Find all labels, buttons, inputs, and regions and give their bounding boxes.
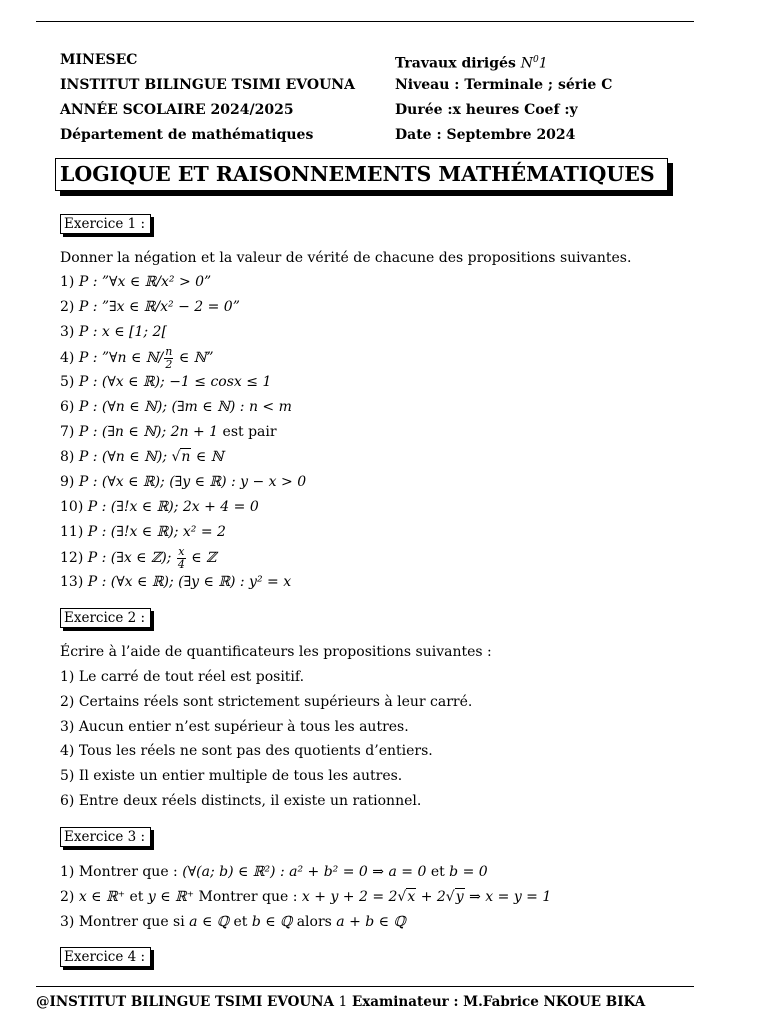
item-number: 11) bbox=[60, 524, 84, 540]
header-duration: Durée :x heures Coef :y bbox=[395, 102, 578, 118]
math: a + b ∈ ℚ bbox=[331, 914, 406, 930]
item-number: 6) bbox=[60, 399, 75, 415]
ex1-item-10 bbox=[60, 497, 259, 517]
item-number: 4) bbox=[60, 350, 75, 366]
proposition: P : (∀x ∈ ℝ); (∃y ∈ ℝ) : y² = x bbox=[87, 574, 292, 590]
exercise-2-intro: Écrire à l’aide de quantificateurs les propositions suivantes : bbox=[60, 644, 492, 660]
ex2-item-4: 4) Tous les réels ne sont pas des quotients d’entiers. bbox=[60, 743, 433, 759]
text: et bbox=[129, 889, 144, 905]
math: (∀(a; b) ∈ ℝ²) : a² + b² = 0 ⇒ a = 0 bbox=[177, 864, 431, 880]
radicand: y bbox=[455, 889, 464, 905]
proposition: P : ”∀x ∈ ℝ/x² > 0” bbox=[78, 274, 212, 290]
ex1-item-11 bbox=[60, 522, 226, 542]
ex2-item-2: 2) Certains réels sont strictement supérieurs à leur carré. bbox=[60, 694, 473, 710]
ex2-item-3: 3) Aucun entier n’est supérieur à tous les autres. bbox=[60, 719, 409, 735]
ex2-item-1: 1) Le carré de tout réel est positif. bbox=[60, 669, 305, 685]
item-number: 8) bbox=[60, 449, 75, 465]
proposition-part: ∈ ℕ” bbox=[178, 350, 214, 366]
math: x + y + 2 = 2√ bbox=[297, 889, 407, 905]
radicand: n bbox=[181, 449, 191, 465]
item-number: 9) bbox=[60, 474, 75, 490]
ex1-item-7 bbox=[60, 422, 277, 442]
document-title: LOGIQUE ET RAISONNEMENTS MATHÉMATIQUES bbox=[55, 158, 668, 191]
item-number: 1) bbox=[60, 274, 75, 290]
exercise-4-label: Exercice 4 : bbox=[60, 947, 151, 967]
ex1-item-8 bbox=[60, 447, 224, 467]
header-ministry: MINESEC bbox=[60, 52, 138, 68]
item-number: 2) bbox=[60, 299, 75, 315]
proposition-part: P : (∃x ∈ ℤ); bbox=[87, 550, 172, 566]
text: 1) Montrer que : bbox=[60, 864, 178, 880]
exercise-1-intro: Donner la négation et la valeur de vérité de chacune des propositions suivantes. bbox=[60, 250, 632, 266]
exercise-2-label: Exercice 2 : bbox=[60, 608, 151, 628]
math: b = 0 bbox=[444, 864, 488, 880]
proposition-part: P : (∀n ∈ ℕ); √ bbox=[78, 449, 181, 465]
item-number: 3) bbox=[60, 324, 75, 340]
proposition: P : (∃!x ∈ ℝ); 2x + 4 = 0 bbox=[87, 499, 259, 515]
bottom-rule bbox=[36, 986, 694, 987]
header-school-year: ANNÉE SCOLAIRE 2024/2025 bbox=[60, 102, 294, 118]
text: et bbox=[430, 864, 445, 880]
proposition-part: ∈ ℤ bbox=[191, 550, 217, 566]
numerator: x bbox=[178, 544, 185, 558]
proposition-text: est pair bbox=[218, 424, 277, 440]
item-number: 7) bbox=[60, 424, 75, 440]
proposition: P : x ∈ [1; 2[ bbox=[78, 324, 167, 340]
radicand: x bbox=[407, 889, 416, 905]
td-label: Travaux dirigés bbox=[395, 55, 521, 72]
ex1-item-2 bbox=[60, 297, 240, 317]
page-number: 1 bbox=[338, 994, 348, 1010]
header-right bbox=[395, 50, 612, 150]
proposition: P : (∃n ∈ ℕ); 2n + 1 bbox=[78, 424, 219, 440]
top-rule bbox=[36, 21, 694, 22]
header-level: Niveau : Terminale ; série C bbox=[395, 77, 613, 93]
ex3-item-2 bbox=[60, 887, 551, 907]
fraction bbox=[164, 346, 173, 371]
page-footer bbox=[36, 993, 736, 1011]
ex1-item-12 bbox=[60, 544, 216, 572]
header-school: INSTITUT BILINGUE TSIMI EVOUNA bbox=[60, 77, 355, 93]
footer-school: @INSTITUT BILINGUE TSIMI EVOUNA bbox=[36, 994, 334, 1010]
header-td-number bbox=[395, 50, 612, 75]
ex3-item-1 bbox=[60, 862, 488, 882]
ex1-item-6 bbox=[60, 397, 292, 417]
text: Montrer que : bbox=[198, 889, 298, 905]
math: + 2√ bbox=[416, 889, 455, 905]
text: 3) Montrer que si bbox=[60, 914, 185, 930]
proposition: P : (∃!x ∈ ℝ); x² = 2 bbox=[87, 524, 226, 540]
math: b ∈ ℚ bbox=[247, 914, 297, 930]
proposition: P : (∀n ∈ ℕ); (∃m ∈ ℕ) : n < m bbox=[78, 399, 292, 415]
ex1-item-4 bbox=[60, 344, 214, 372]
math: y ∈ ℝ⁺ bbox=[143, 889, 199, 905]
proposition-part: ∈ ℕ bbox=[191, 449, 224, 465]
header-department: Département de mathématiques bbox=[60, 127, 314, 143]
item-number: 12) bbox=[60, 550, 84, 566]
proposition: P : (∀x ∈ ℝ); (∃y ∈ ℝ) : y − x > 0 bbox=[78, 474, 307, 490]
math: a ∈ ℚ bbox=[184, 914, 234, 930]
ex1-item-13 bbox=[60, 572, 291, 592]
proposition: P : ”∃x ∈ ℝ/x² − 2 = 0” bbox=[78, 299, 240, 315]
text: alors bbox=[296, 914, 332, 930]
math: ⇒ x = y = 1 bbox=[464, 889, 552, 905]
denominator: 2 bbox=[165, 357, 173, 371]
item-number: 13) bbox=[60, 574, 84, 590]
item-number: 10) bbox=[60, 499, 84, 515]
numerator: n bbox=[165, 344, 173, 358]
ex1-item-5 bbox=[60, 372, 271, 392]
td-sup: 0 bbox=[532, 55, 539, 65]
denominator: 4 bbox=[177, 557, 185, 571]
proposition: P : (∀x ∈ ℝ); −1 ≤ cosx ≤ 1 bbox=[78, 374, 272, 390]
footer-examiner: Examinateur : M.Fabrice NKOUE BIKA bbox=[351, 994, 646, 1010]
ex3-item-3 bbox=[60, 912, 406, 932]
ex1-item-1 bbox=[60, 272, 211, 292]
exercise-1-label: Exercice 1 : bbox=[60, 214, 151, 234]
text: 2) bbox=[60, 889, 75, 905]
ex1-item-9 bbox=[60, 472, 306, 492]
text: et bbox=[233, 914, 248, 930]
item-number: 5) bbox=[60, 374, 75, 390]
header-date: Date : Septembre 2024 bbox=[395, 127, 576, 143]
math: x ∈ ℝ⁺ bbox=[74, 889, 130, 905]
exercise-3-label: Exercice 3 : bbox=[60, 827, 151, 847]
ex2-item-6: 6) Entre deux réels distincts, il existe un rationnel. bbox=[60, 793, 422, 809]
td-num: 1 bbox=[538, 55, 548, 72]
ex1-item-3 bbox=[60, 322, 167, 342]
ex2-item-5: 5) Il existe un entier multiple de tous les autres. bbox=[60, 768, 403, 784]
td-n: N bbox=[520, 55, 533, 72]
proposition-part: P : ”∀n ∈ ℕ/ bbox=[78, 350, 164, 366]
fraction bbox=[177, 546, 186, 571]
header-left bbox=[60, 50, 355, 150]
